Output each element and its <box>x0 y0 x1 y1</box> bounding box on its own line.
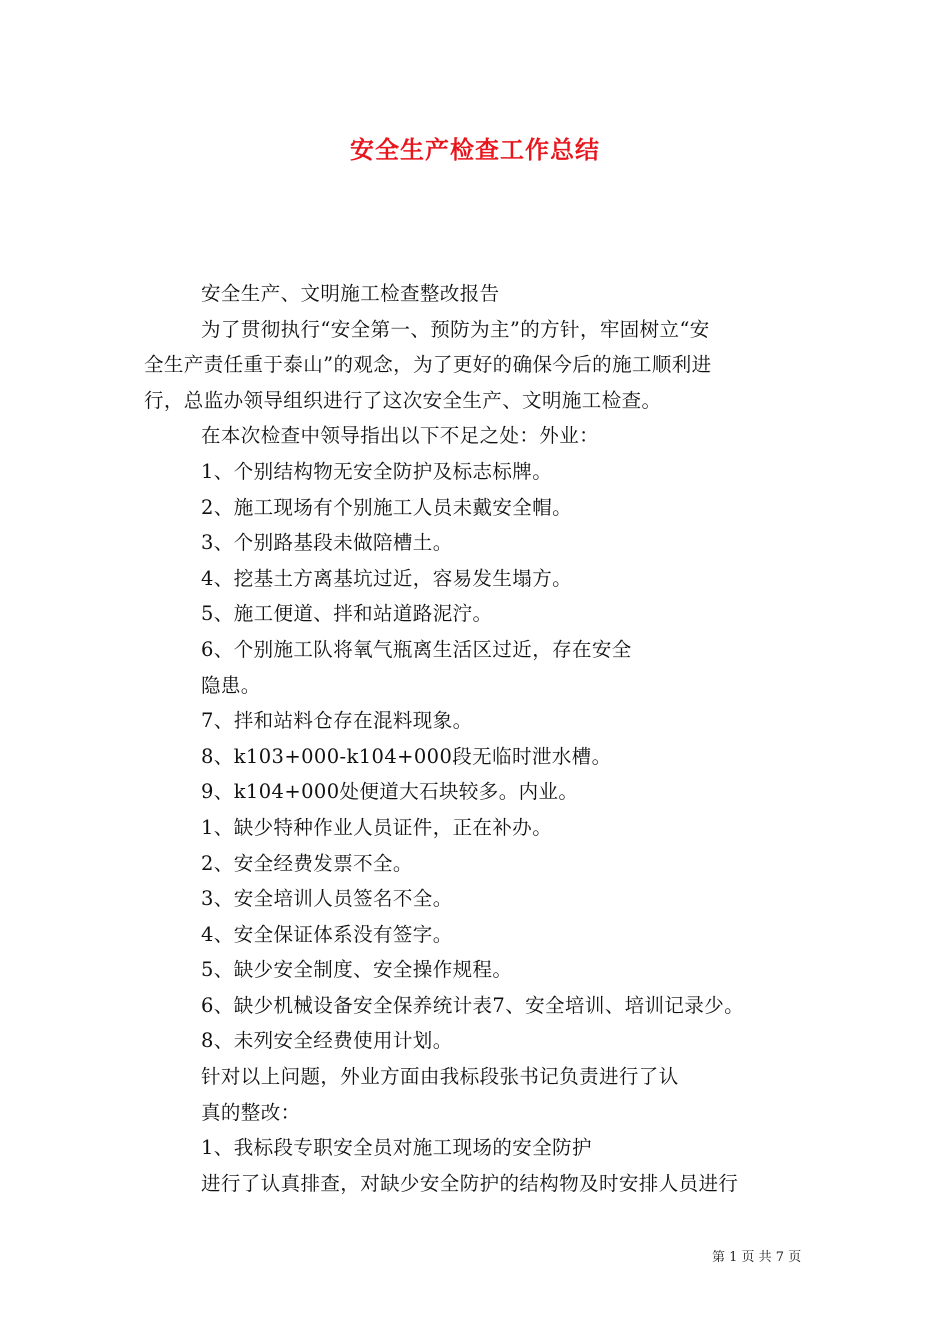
list-item: 3、个别路基段未做陪槽土。 <box>201 531 453 555</box>
list-item: 1、我标段专职安全员对施工现场的安全防护 <box>201 1136 592 1160</box>
paragraph-line: 在本次检查中领导指出以下不足之处：外业： <box>201 424 600 448</box>
list-item: 4、安全保证体系没有签字。 <box>201 922 453 946</box>
list-item: 1、缺少特种作业人员证件，正在补办。 <box>201 815 553 839</box>
document-body <box>144 276 814 1201</box>
paragraph-line: 进行了认真排查，对缺少安全防护的结构物及时安排人员进行 <box>201 1171 739 1195</box>
list-item: 9、k104+000处便道大石块较多。内业。 <box>201 780 579 804</box>
paragraph-line: 针对以上问题，外业方面由我标段张书记负责进行了认 <box>201 1065 679 1089</box>
list-item: 6、缺少机械设备安全保养统计表7、安全培训、培训记录少。 <box>201 993 745 1017</box>
list-item: 5、施工便道、拌和站道路泥泞。 <box>201 602 493 626</box>
paragraph-line: 全生产责任重于泰山”的观念，为了更好的确保今后的施工顺利进 <box>144 353 712 377</box>
list-item: 隐患。 <box>201 673 261 697</box>
list-item: 1、个别结构物无安全防护及标志标牌。 <box>201 459 553 483</box>
list-item: 5、缺少安全制度、安全操作规程。 <box>201 958 513 982</box>
paragraph-line: 真的整改： <box>201 1100 301 1124</box>
list-item: 7、拌和站料仓存在混料现象。 <box>201 709 473 733</box>
paragraph-line: 行，总监办领导组织进行了这次安全生产、文明施工检查。 <box>144 388 662 412</box>
list-item: 2、安全经费发票不全。 <box>201 851 413 875</box>
document-title: 安全生产检查工作总结 <box>350 136 600 164</box>
list-item: 3、安全培训人员签名不全。 <box>201 887 453 911</box>
page-number: 第 1 页 共 7 页 <box>712 1250 802 1265</box>
report-heading: 安全生产、文明施工检查整改报告 <box>201 282 500 305</box>
list-item: 8、k103+000-k104+000段无临时泄水槽。 <box>201 744 612 768</box>
paragraph-line: 为了贯彻执行“安全第一、预防为主”的方针，牢固树立“安 <box>201 317 710 341</box>
list-item: 2、施工现场有个别施工人员未戴安全帽。 <box>201 495 573 519</box>
list-item: 4、挖基土方离基坑过近，容易发生塌方。 <box>201 566 573 590</box>
list-item: 6、个别施工队将氧气瓶离生活区过近，存在安全 <box>201 637 632 661</box>
list-item: 8、未列安全经费使用计划。 <box>201 1029 453 1053</box>
